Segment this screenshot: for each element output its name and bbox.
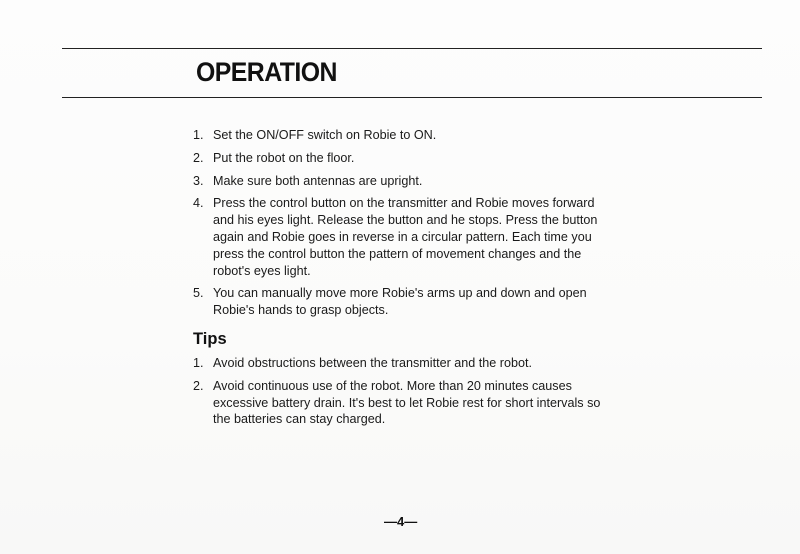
step-number: 3. <box>193 173 204 188</box>
step-item <box>193 127 618 144</box>
step-item <box>193 285 618 319</box>
step-number: 4. <box>193 196 204 211</box>
tip-text: Avoid obstructions between the transmitter and the robot. <box>213 356 532 370</box>
page-number: —4— <box>384 514 418 529</box>
tips-list <box>193 355 618 434</box>
step-item <box>193 195 618 279</box>
operation-steps <box>193 127 618 325</box>
tip-number: 1. <box>193 356 204 370</box>
step-text: Set the ON/OFF switch on Robie to ON. <box>213 128 437 142</box>
tip-item <box>193 378 618 428</box>
tip-item <box>193 355 618 372</box>
tip-number: 2. <box>193 378 204 393</box>
step-item <box>193 150 618 167</box>
page-title: OPERATION <box>196 57 337 87</box>
step-text: Press the control button on the transmitter and Robie moves forward and his eyes light. Release the button and he stops. Press the button again and Robie goes in reverse in a circular pattern. Each time you press the control button the pattern of movement changes and the robot's eyes light. <box>213 196 598 278</box>
step-text: Make sure both antennas are upright. <box>213 173 423 188</box>
title-divider <box>62 97 762 98</box>
step-number: 5. <box>193 286 204 301</box>
top-divider <box>62 48 762 49</box>
tip-text: Avoid continuous use of the robot. More than 20 minutes causes excessive battery drain. It's best to let Robie rest for short intervals so the batteries can stay charged. <box>213 378 601 427</box>
step-number: 2. <box>193 150 204 165</box>
step-text: You can manually move more Robie's arms up and down and open Robie's hands to grasp objects. <box>213 286 587 318</box>
step-number: 1. <box>193 128 204 142</box>
step-item <box>193 173 618 190</box>
step-text: Put the robot on the floor. <box>213 150 355 165</box>
tips-heading: Tips <box>193 330 227 348</box>
